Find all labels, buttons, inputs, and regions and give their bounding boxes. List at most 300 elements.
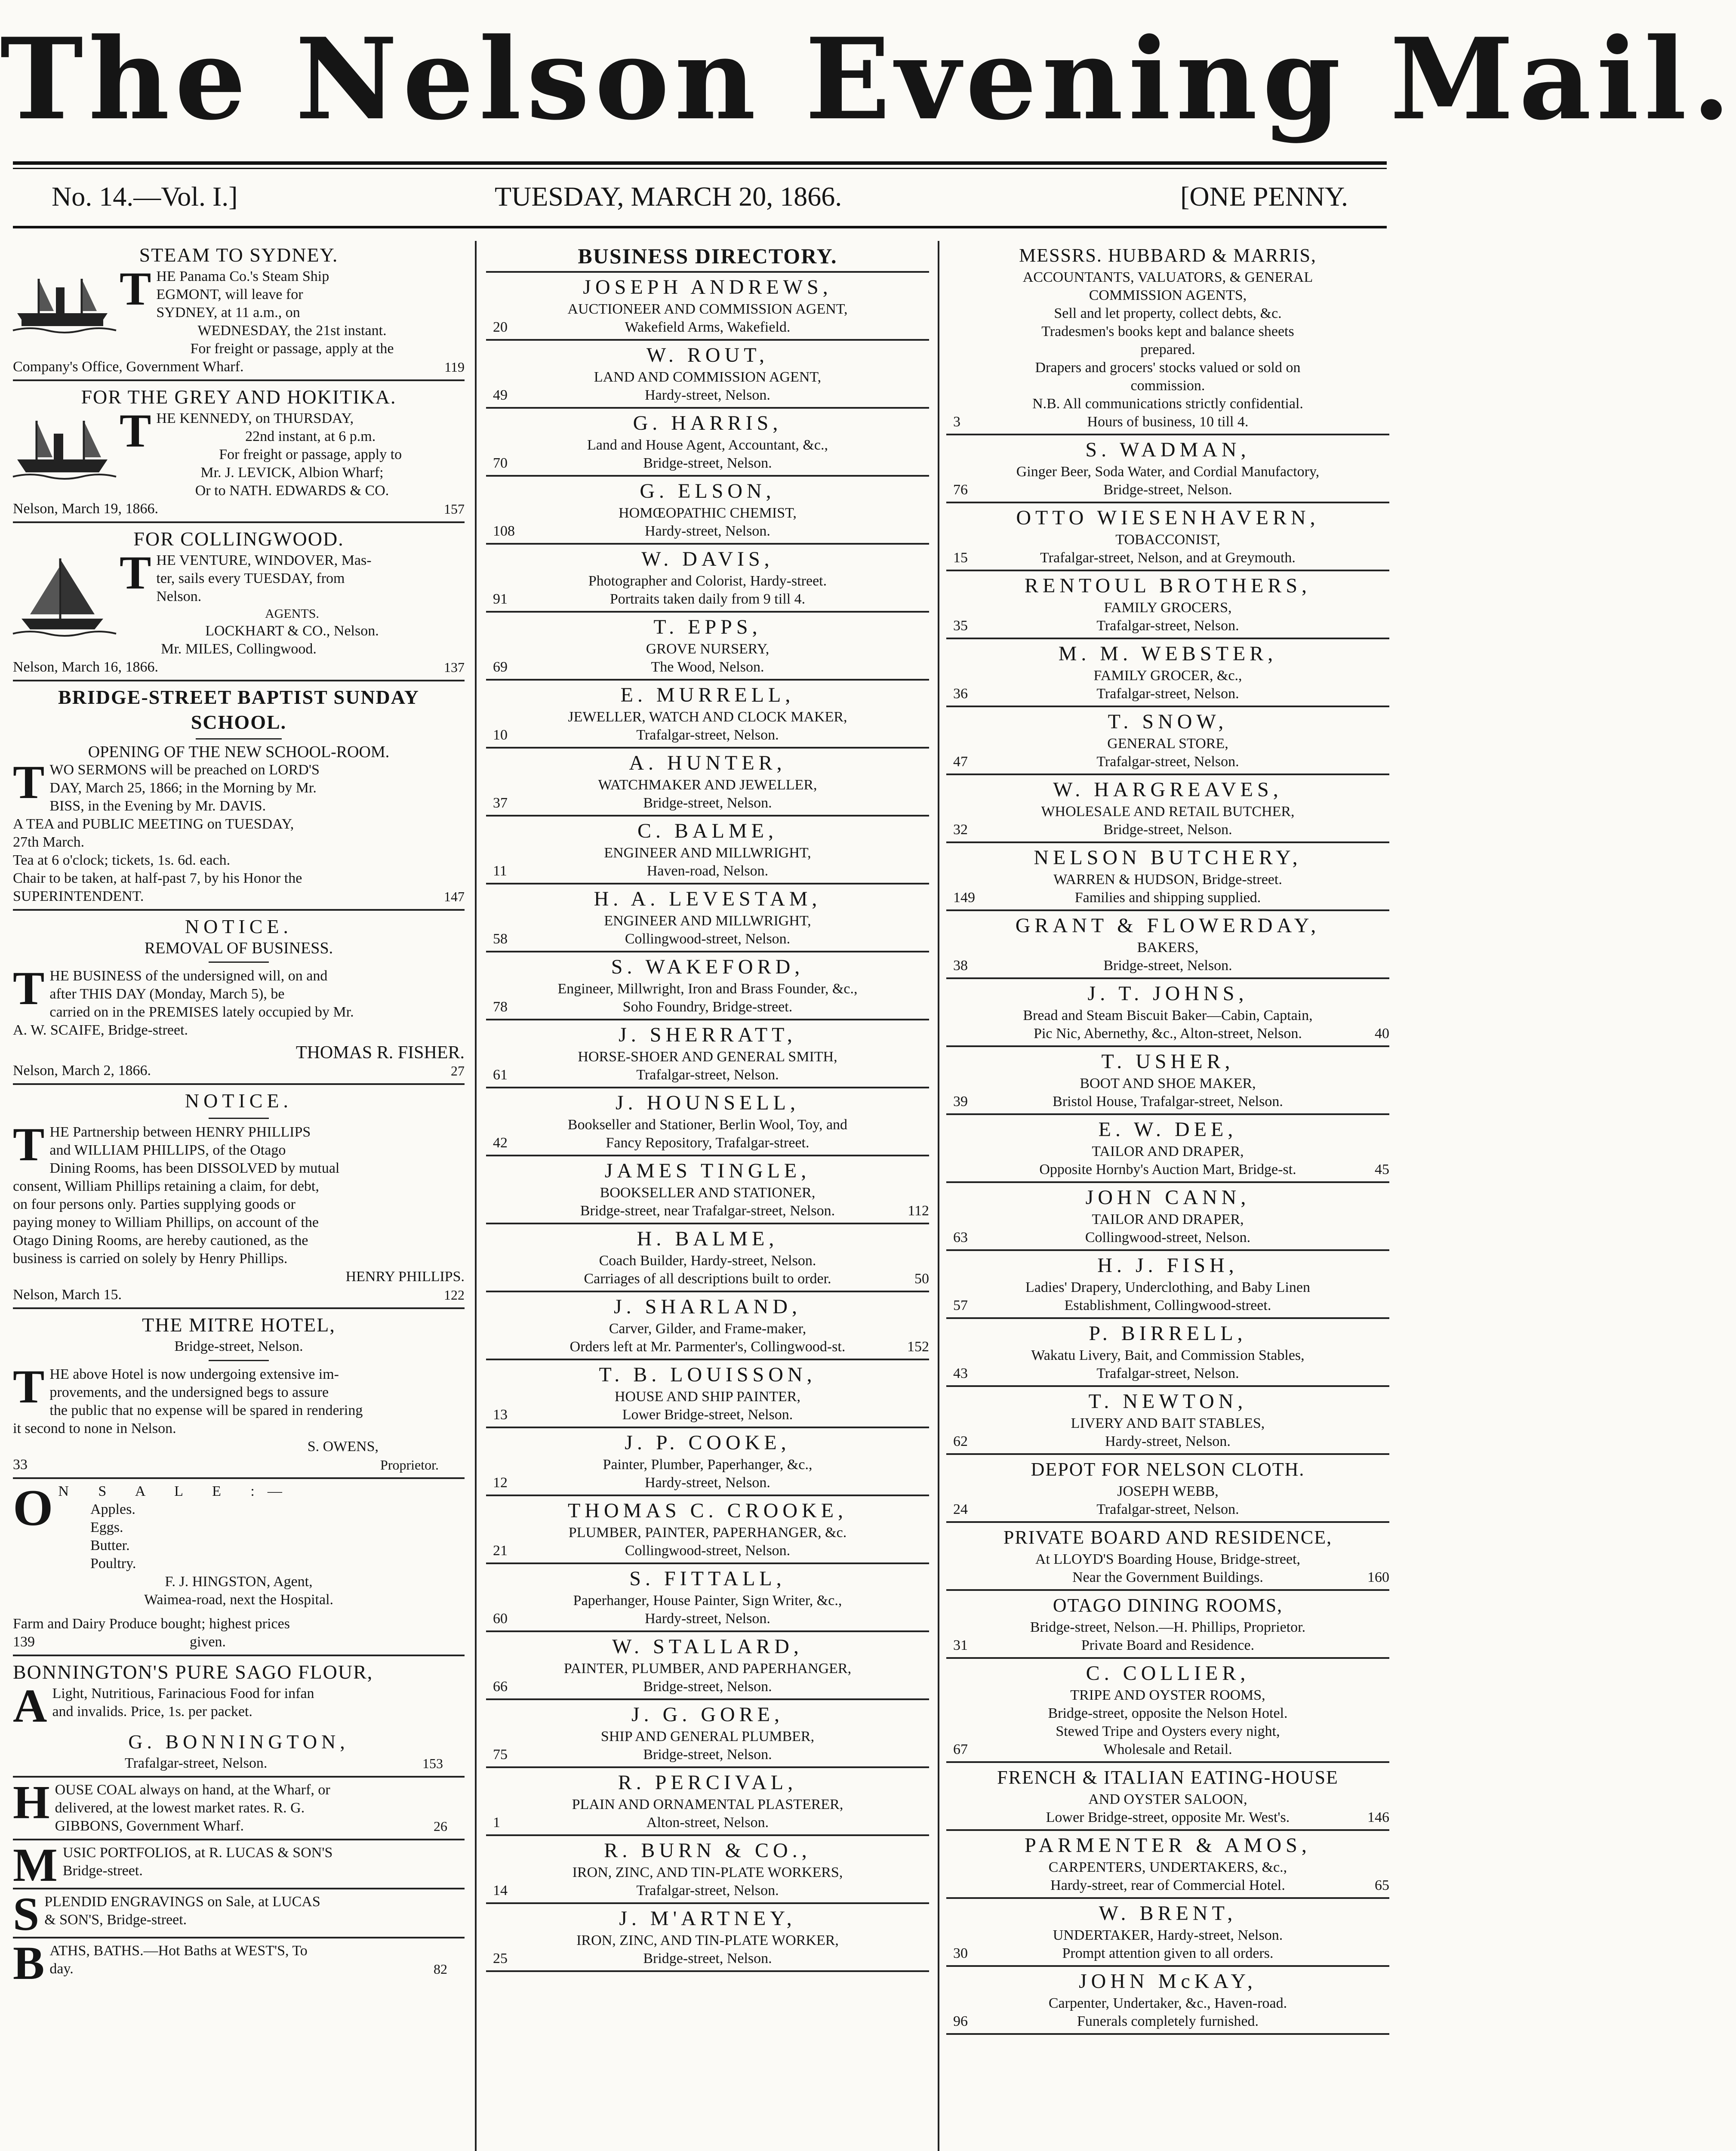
- directory-title: BUSINESS DIRECTORY.: [578, 244, 837, 268]
- masthead-rule: [13, 161, 1387, 165]
- ad-number: 147: [444, 889, 465, 904]
- entry-address: Trafalgar-street, Nelson.: [1096, 686, 1239, 702]
- entry-line: PLAIN AND ORNAMENTAL PLASTERER,: [572, 1797, 843, 1812]
- directory-entry: [486, 817, 929, 884]
- ad-steam-sydney: [13, 243, 465, 376]
- directory-entry: [486, 884, 929, 952]
- entry-address: Fancy Repository, Trafalgar-street.: [606, 1135, 810, 1151]
- entry-number: 11: [493, 863, 507, 879]
- ad-title: BRIDGE-STREET BAPTIST SUNDAY SCHOOL.: [58, 686, 419, 733]
- entry-address: Lower Bridge-street, Nelson.: [622, 1407, 793, 1423]
- directory-entry: [486, 1292, 929, 1360]
- sale-item: Butter.: [90, 1538, 130, 1553]
- directory-entry: [946, 1523, 1389, 1591]
- entry-number: 57: [953, 1297, 968, 1313]
- entry-number: 49: [493, 387, 508, 403]
- masthead-rule-thin: [13, 168, 1387, 169]
- entry-name: GRANT & FLOWERDAY,: [1015, 914, 1320, 937]
- entry-address: Hardy-street, Nelson.: [645, 523, 770, 539]
- ad-number: 33: [13, 1457, 28, 1473]
- entry-number: 69: [493, 659, 508, 675]
- ad-line: A TEA and PUBLIC MEETING on TUESDAY,: [13, 816, 294, 832]
- ad-baptist-school: [13, 685, 465, 906]
- entry-line: WATCHMAKER AND JEWELLER,: [598, 777, 817, 793]
- directory-entry: [946, 1659, 1389, 1763]
- entry-line: LIVERY AND BAIT STABLES,: [1071, 1415, 1265, 1431]
- ad-date: Nelson, March 2, 1866.: [13, 1063, 151, 1079]
- entry-address: Alton-street, Nelson.: [646, 1815, 769, 1831]
- entry-line: Ladies' Drapery, Underclothing, and Baby Linen: [1025, 1279, 1310, 1295]
- entry-address: Bridge-street, Nelson.: [1103, 482, 1232, 498]
- ad-line: WO SERMONS will be preached on LORD'S: [49, 762, 320, 778]
- entry-address: Collingwood-street, Nelson.: [625, 931, 791, 947]
- entry-line: Bookseller and Stationer, Berlin Wool, Toy, and: [567, 1117, 848, 1133]
- entry-number: 112: [908, 1203, 929, 1219]
- directory-entry: [946, 435, 1389, 503]
- entry-address: Trafalgar-street, Nelson, and at Greymouth.: [1040, 550, 1296, 566]
- ad-line: For freight or passage, apply at the: [190, 341, 394, 357]
- entry-name: J. G. GORE,: [631, 1703, 784, 1726]
- entry-line: ENGINEER AND MILLWRIGHT,: [604, 845, 811, 861]
- directory-entry: [486, 1428, 929, 1496]
- ad-role: Proprietor.: [380, 1457, 439, 1473]
- directory-entry: [946, 1115, 1389, 1183]
- ad-title: FOR COLLINGWOOD.: [133, 528, 344, 550]
- entry-address: Bridge-street, Nelson.: [643, 795, 772, 811]
- entry-address: Hardy-street, Nelson.: [645, 1611, 770, 1627]
- entry-line: Sell and let property, collect debts, &c.: [1054, 305, 1282, 321]
- entry-line: HOMŒOPATHIC CHEMIST,: [619, 505, 797, 521]
- ad-number: 157: [444, 501, 465, 517]
- dateline-rule: [13, 226, 1387, 228]
- entry-number: 35: [953, 618, 968, 634]
- directory-entry: [946, 1831, 1389, 1899]
- directory-entry: [946, 571, 1389, 639]
- entry-address: Hardy-street, Nelson.: [645, 1475, 770, 1491]
- entry-line: Engineer, Millwright, Iron and Brass Founder, &c.,: [557, 981, 858, 997]
- entry-number: 78: [493, 999, 508, 1015]
- entry-address: Wakefield Arms, Wakefield.: [625, 319, 791, 335]
- entry-line: TAILOR AND DRAPER,: [1092, 1211, 1244, 1227]
- ad-line: after THIS DAY (Monday, March 5), be: [49, 986, 285, 1002]
- issue-price: [ONE PENNY.: [1180, 181, 1348, 212]
- directory-entry: [946, 911, 1389, 979]
- ad-agent: F. J. HINGSTON, Agent,: [165, 1574, 313, 1590]
- entry-address: Funerals completely furnished.: [1077, 2013, 1259, 2029]
- ad-line: OUSE COAL always on hand, at the Wharf, or: [55, 1782, 330, 1798]
- entry-number: 39: [953, 1094, 968, 1109]
- directory-entry: [946, 1047, 1389, 1115]
- entry-address: Collingwood-street, Nelson.: [1085, 1230, 1251, 1245]
- entry-name: H. A. LEVESTAM,: [594, 888, 822, 910]
- entry-name: OTTO WIESENHAVERN,: [1016, 506, 1320, 529]
- sale-item: Eggs.: [90, 1519, 123, 1535]
- entry-address: Hardy-street, Nelson.: [1105, 1433, 1231, 1449]
- entry-number: 21: [493, 1543, 508, 1559]
- ad-line: 27th March.: [13, 834, 85, 850]
- ad-line: consent, William Phillips retaining a claim, for debt,: [13, 1178, 319, 1194]
- entry-line: PAINTER, PLUMBER, AND PAPERHANGER,: [563, 1661, 852, 1676]
- directory-entry: [946, 1319, 1389, 1387]
- entry-name: JOHN CANN,: [1085, 1186, 1250, 1209]
- entry-name: PRIVATE BOARD AND RESIDENCE,: [1003, 1527, 1333, 1548]
- entry-name: H. J. FISH,: [1097, 1254, 1238, 1277]
- directory-entry: [486, 1768, 929, 1836]
- ad-notice-removal: [13, 914, 465, 1080]
- entry-name: P. BIRRELL,: [1089, 1322, 1247, 1345]
- ad-signature: HENRY PHILLIPS.: [345, 1269, 465, 1285]
- directory-entry: [946, 1967, 1389, 2035]
- entry-address: Hardy-street, rear of Commercial Hotel.: [1050, 1877, 1285, 1893]
- entry-number: 3: [953, 414, 960, 430]
- ad-line: Nelson.: [156, 589, 202, 604]
- entry-line: LAND AND COMMISSION AGENT,: [594, 369, 822, 385]
- directory-entry: [946, 1183, 1389, 1251]
- entry-name: G. HARRIS,: [633, 412, 782, 435]
- entry-line: Paperhanger, House Painter, Sign Writer, &c.,: [573, 1593, 842, 1609]
- directory-entry: [486, 681, 929, 749]
- ad-line: and WILLIAM PHILLIPS, of the Otago: [49, 1142, 286, 1158]
- ad-line: on four persons only. Parties supplying goods or: [13, 1196, 295, 1212]
- entry-name: W. DAVIS,: [641, 548, 774, 570]
- ad-line: A. W. SCAIFE, Bridge-street.: [13, 1022, 188, 1038]
- ad-baths: [13, 1937, 465, 1989]
- entry-line: JEWELLER, WATCH AND CLOCK MAKER,: [568, 709, 847, 725]
- entry-name: DEPOT FOR NELSON CLOTH.: [1031, 1459, 1305, 1480]
- entry-number: 15: [953, 550, 968, 566]
- entry-name: THOMAS C. CROOKE,: [567, 1499, 848, 1522]
- ad-line: HE above Hotel is now undergoing extensive im-: [49, 1366, 339, 1382]
- dropcap: T: [13, 1118, 45, 1171]
- entry-address: Private Board and Residence.: [1081, 1637, 1255, 1653]
- entry-address: Trafalgar-street, Nelson.: [1096, 754, 1239, 770]
- entry-name: FRENCH & ITALIAN EATING-HOUSE: [997, 1767, 1339, 1788]
- directory-entry: [946, 707, 1389, 775]
- column-rule-2: [938, 241, 939, 2151]
- entry-line: WARREN & HUDSON, Bridge-street.: [1053, 872, 1282, 888]
- entry-line: Land and House Agent, Accountant, &c.,: [587, 437, 828, 453]
- entry-number: 96: [953, 2013, 968, 2029]
- entry-name: JOSEPH ANDREWS,: [583, 276, 832, 299]
- ad-title: NOTICE.: [185, 915, 293, 937]
- entry-name: E. MURRELL,: [620, 684, 795, 706]
- entry-address: Bridge-street, Nelson.: [643, 1951, 772, 1966]
- entry-line: GENERAL STORE,: [1107, 736, 1228, 752]
- ad-line: the public that no expense will be spared in rendering: [49, 1402, 363, 1418]
- entry-name: J. T. JOHNS,: [1087, 982, 1248, 1005]
- entry-line: Painter, Plumber, Paperhanger, &c.,: [603, 1457, 813, 1473]
- entry-name: T. B. LOUISSON,: [599, 1363, 816, 1386]
- entry-name: S. WAKEFORD,: [611, 955, 804, 978]
- entry-number: 14: [493, 1883, 508, 1898]
- ad-line: HE BUSINESS of the undersigned will, on and: [49, 968, 328, 984]
- directory-entry: [946, 979, 1389, 1047]
- entry-line: TAILOR AND DRAPER,: [1092, 1143, 1244, 1159]
- entry-name: MESSRS. HUBBARD & MARRIS,: [1019, 245, 1317, 266]
- entry-line: BOOT AND SHOE MAKER,: [1080, 1076, 1256, 1091]
- ad-line: Or to NATH. EDWARDS & CO.: [195, 483, 389, 499]
- entry-name: S. WADMAN,: [1085, 438, 1250, 461]
- entry-name: H. BALME,: [637, 1227, 779, 1250]
- entry-number: 37: [493, 795, 508, 811]
- directory-entry: [946, 1455, 1389, 1523]
- ad-line: Dining Rooms, has been DISSOLVED by mutual: [49, 1160, 340, 1176]
- entry-line: commission.: [1130, 378, 1205, 394]
- ad-number: 26: [434, 1818, 447, 1834]
- entry-line: ENGINEER AND MILLWRIGHT,: [604, 913, 811, 929]
- directory-entry: [486, 545, 929, 613]
- ad-grey-hokitika: [13, 385, 465, 518]
- entry-address: Families and shipping supplied.: [1074, 890, 1261, 906]
- entry-number: 60: [493, 1611, 508, 1627]
- entry-line: At LLOYD'S Boarding House, Bridge-street,: [1035, 1551, 1301, 1567]
- entry-line: Coach Builder, Hardy-street, Nelson.: [599, 1253, 816, 1269]
- entry-number: 149: [953, 890, 975, 906]
- directory-entry: [946, 1899, 1389, 1967]
- dropcap: T: [13, 962, 45, 1014]
- entry-name: M. M. WEBSTER,: [1058, 642, 1277, 665]
- directory-entry: [486, 1156, 929, 1224]
- ad-line: Otago Dining Rooms, are hereby cautioned, as the: [13, 1233, 308, 1248]
- column-right: [946, 241, 1389, 2151]
- ad-line: & SON'S, Bridge-street.: [44, 1912, 187, 1928]
- column-rule-1: [475, 241, 477, 2151]
- entry-name: W. STALLARD,: [612, 1635, 803, 1658]
- masthead-title: The Nelson Evening Mail.: [0, 14, 1736, 145]
- ad-line: ter, sails every TUESDAY, from: [156, 570, 345, 586]
- directory-entry: [486, 1700, 929, 1768]
- ad-title: THE MITRE HOTEL,: [142, 1314, 336, 1336]
- ad-line: Company's Office, Government Wharf.: [13, 359, 244, 375]
- entry-line: SHIP AND GENERAL PLUMBER,: [600, 1729, 815, 1744]
- entry-address: Trafalgar-street, Nelson.: [636, 1883, 779, 1898]
- entry-address: Trafalgar-street, Nelson.: [1096, 618, 1239, 634]
- entry-line: HORSE-SHOER AND GENERAL SMITH,: [578, 1049, 837, 1065]
- entry-address: Near the Government Buildings.: [1072, 1569, 1263, 1585]
- entry-name: J. M'ARTNEY,: [619, 1907, 796, 1930]
- directory-entry: [486, 409, 929, 477]
- directory-entry: [946, 1387, 1389, 1455]
- dropcap: T: [120, 262, 151, 315]
- entry-address: Trafalgar-street, Nelson.: [636, 1067, 779, 1083]
- ad-number: 82: [434, 1961, 447, 1977]
- entry-address: Orders left at Mr. Parmenter's, Collingwood-st.: [569, 1339, 846, 1355]
- entry-number: 58: [493, 931, 508, 947]
- entry-name: OTAGO DINING ROOMS,: [1053, 1595, 1283, 1616]
- entry-name: T. NEWTON,: [1088, 1390, 1247, 1413]
- entry-name: T. EPPS,: [653, 616, 762, 638]
- dropcap: T: [13, 1360, 45, 1413]
- entry-number: 45: [1375, 1162, 1389, 1177]
- entry-number: 24: [953, 1501, 968, 1517]
- entry-name: E. W. DEE,: [1098, 1118, 1237, 1141]
- directory-entry: [486, 1496, 929, 1564]
- directory-entry: [946, 843, 1389, 911]
- entry-line: FAMILY GROCERS,: [1104, 600, 1232, 616]
- ad-line: paying money to William Phillips, on account of the: [13, 1214, 319, 1230]
- directory-entry: [946, 1763, 1389, 1831]
- ad-line: SYDNEY, at 11 a.m., on: [156, 305, 300, 320]
- entry-line: PLUMBER, PAINTER, PAPERHANGER, &c.: [568, 1525, 847, 1541]
- steamship-icon: [13, 270, 112, 348]
- entry-line: ACCOUNTANTS, VALUATORS, & GENERAL: [1022, 269, 1313, 285]
- entry-line: TOBACCONIST,: [1115, 532, 1220, 548]
- ad-line: For freight or passage, apply to: [219, 447, 402, 462]
- ad-line: HE VENTURE, WINDOVER, Mas-: [156, 552, 372, 568]
- entry-number: 47: [953, 754, 968, 770]
- entry-line: prepared.: [1140, 342, 1195, 357]
- entry-number: 152: [907, 1339, 929, 1355]
- entry-number: 66: [493, 1679, 508, 1695]
- ad-line: SUPERINTENDENT.: [13, 888, 144, 904]
- entry-number: 65: [1375, 1877, 1389, 1893]
- entry-number: 31: [953, 1637, 968, 1653]
- ad-number: 122: [444, 1287, 465, 1303]
- entry-address: Bridge-street, Nelson.: [643, 1679, 772, 1695]
- entry-line: Bread and Steam Biscuit Baker—Cabin, Captain,: [1023, 1008, 1313, 1023]
- ad-engravings: [13, 1888, 465, 1940]
- entry-line: AND OYSTER SALOON,: [1088, 1791, 1247, 1807]
- directory-entry: [486, 1224, 929, 1292]
- entry-line: Drapers and grocers' stocks valued or sold on: [1035, 360, 1301, 376]
- entry-address: Carriages of all descriptions built to order.: [584, 1271, 831, 1287]
- ad-line: Mr. J. LEVICK, Albion Wharf;: [200, 465, 384, 481]
- entry-line: CARPENTERS, UNDERTAKERS, &c.,: [1048, 1859, 1287, 1875]
- ad-line: PLENDID ENGRAVINGS on Sale, at LUCAS: [44, 1894, 320, 1910]
- entry-number: 30: [953, 1945, 968, 1961]
- entry-name: J. P. COOKE,: [625, 1431, 791, 1454]
- ad-line: Light, Nutritious, Farinacious Food for infan: [52, 1686, 314, 1701]
- dropcap: T: [120, 546, 151, 599]
- ad-line: Bridge-street.: [62, 1863, 143, 1879]
- ad-subtitle: Bridge-street, Nelson.: [174, 1338, 303, 1354]
- ad-title: NOTICE.: [185, 1090, 293, 1112]
- entry-number: 70: [493, 455, 508, 471]
- ad-mitre-hotel: [13, 1313, 465, 1474]
- entry-name: W. ROUT,: [646, 344, 769, 367]
- ad-number: 27: [451, 1063, 465, 1079]
- directory-entry: [946, 639, 1389, 707]
- entry-name: R. BURN & CO.,: [604, 1839, 811, 1862]
- entry-number: 42: [493, 1135, 508, 1151]
- entry-line: Bridge-street, Nelson.—H. Phillips, Proprietor.: [1030, 1619, 1306, 1635]
- entry-number: 32: [953, 822, 968, 838]
- entry-line: Carver, Gilder, and Frame-maker,: [609, 1321, 806, 1337]
- ad-heading: N S A L E :—: [58, 1483, 295, 1499]
- entry-address: Bridge-street, Nelson.: [643, 1747, 772, 1763]
- dropcap: H: [13, 1776, 50, 1828]
- directory-entry: [486, 273, 929, 341]
- entry-line: COMMISSION AGENTS,: [1089, 287, 1247, 303]
- ad-line: BISS, in the Evening by Mr. DAVIS.: [49, 798, 266, 814]
- entry-line: BOOKSELLER AND STATIONER,: [600, 1185, 816, 1201]
- entry-address: Wholesale and Retail.: [1103, 1741, 1232, 1757]
- ad-line: HE KENNEDY, on THURSDAY,: [156, 410, 354, 426]
- entry-address: The Wood, Nelson.: [651, 659, 764, 675]
- entry-address: Bridge-street, Nelson.: [1103, 822, 1232, 838]
- ad-on-sale: [13, 1479, 465, 1651]
- entry-name: S. FITTALL,: [629, 1567, 786, 1590]
- entry-number: 13: [493, 1407, 508, 1423]
- entry-name: W. BRENT,: [1099, 1902, 1237, 1925]
- entry-line: FAMILY GROCER, &c.,: [1093, 668, 1242, 684]
- directory-entry: [486, 1632, 929, 1700]
- ad-notice-partnership: [13, 1088, 465, 1304]
- entry-line: UNDERTAKER, Hardy-street, Nelson.: [1053, 1927, 1283, 1943]
- entry-address: Pic Nic, Abernethy, &c., Alton-street, Nelson.: [1034, 1026, 1302, 1042]
- entry-name: JAMES TINGLE,: [604, 1159, 811, 1182]
- entry-number: 146: [1367, 1809, 1389, 1825]
- directory-entries: [486, 273, 929, 1972]
- entry-number: 1: [493, 1815, 500, 1831]
- entry-line: Wakatu Livery, Bait, and Commission Stables,: [1031, 1347, 1305, 1363]
- sailing-ship-icon: [13, 554, 112, 640]
- ad-line: it second to none in Nelson.: [13, 1421, 176, 1436]
- directory-entry: [486, 341, 929, 409]
- ad-line: ATHS, BATHS.—Hot Baths at WEST'S, To: [49, 1943, 308, 1959]
- dropcap: O: [13, 1479, 53, 1536]
- entry-number: 67: [953, 1741, 968, 1757]
- entry-address: Hardy-street, Nelson.: [645, 387, 770, 403]
- dropcap: S: [13, 1888, 40, 1940]
- entry-address: Bridge-street, Nelson.: [1103, 958, 1232, 974]
- directory-entry: [486, 952, 929, 1020]
- entry-number: 108: [493, 523, 515, 539]
- entry-address: Bristol House, Trafalgar-street, Nelson.: [1053, 1094, 1283, 1109]
- entry-address: Prompt attention given to all orders.: [1062, 1945, 1274, 1961]
- directory-entry: [486, 1360, 929, 1428]
- entry-name: J. SHERRATT,: [619, 1023, 797, 1046]
- dropcap: T: [13, 756, 45, 808]
- ad-line: DAY, March 25, 1866; in the Morning by Mr.: [49, 780, 317, 796]
- entry-line: Ginger Beer, Soda Water, and Cordial Manufactory,: [1016, 464, 1320, 480]
- ad-title: BONNINGTON'S PURE SAGO FLOUR,: [13, 1661, 373, 1683]
- entry-name: W. HARGREAVES,: [1053, 778, 1283, 801]
- ad-number: 153: [422, 1756, 443, 1771]
- entry-number: 12: [493, 1475, 508, 1491]
- entry-line: Stewed Tripe and Oysters every night,: [1056, 1723, 1280, 1739]
- ad-subtitle: OPENING OF THE NEW SCHOOL-ROOM.: [88, 743, 390, 761]
- ad-signature: THOMAS R. FISHER.: [295, 1043, 465, 1063]
- entry-address: Bridge-street, Nelson.: [643, 455, 772, 471]
- ad-title: FOR THE GREY AND HOKITIKA.: [81, 386, 397, 408]
- sale-item: Apples.: [90, 1501, 135, 1517]
- entry-number: 63: [953, 1230, 968, 1245]
- entry-line: WHOLESALE AND RETAIL BUTCHER,: [1041, 804, 1295, 820]
- entry-name: RENTOUL BROTHERS,: [1024, 574, 1311, 597]
- issue-number: No. 14.—Vol. I.]: [52, 181, 238, 212]
- dropcap: M: [13, 1839, 58, 1891]
- ad-address: Waimea-road, next the Hospital.: [144, 1592, 334, 1608]
- entry-line: N.B. All communications strictly confidential.: [1032, 396, 1303, 412]
- entry-line: JOSEPH WEBB,: [1117, 1483, 1219, 1499]
- ad-line: Tea at 6 o'clock; tickets, 1s. 6d. each.: [13, 852, 231, 868]
- entry-name: C. COLLIER,: [1086, 1662, 1250, 1685]
- entry-name: G. ELSON,: [640, 480, 776, 502]
- entry-address: Bridge-street, near Trafalgar-street, Nelson.: [580, 1203, 835, 1219]
- ad-line: AGENTS.: [265, 607, 319, 621]
- entry-address: Hours of business, 10 till 4.: [1087, 414, 1249, 430]
- ad-line: provements, and the undersigned begs to assure: [49, 1384, 329, 1400]
- ad-line: carried on in the PREMISES lately occupied by Mr.: [49, 1004, 354, 1020]
- ad-title: STEAM TO SYDNEY.: [139, 244, 339, 266]
- ad-line: Chair to be taken, at half-past 7, by his Honor the: [13, 870, 302, 886]
- ad-line: HE Partnership between HENRY PHILLIPS: [49, 1124, 311, 1140]
- directory-entry: [486, 1904, 929, 1972]
- ad-signature: S. OWENS,: [307, 1439, 379, 1455]
- ad-name: G. BONNINGTON,: [128, 1731, 349, 1753]
- ad-collingwood: [13, 527, 465, 676]
